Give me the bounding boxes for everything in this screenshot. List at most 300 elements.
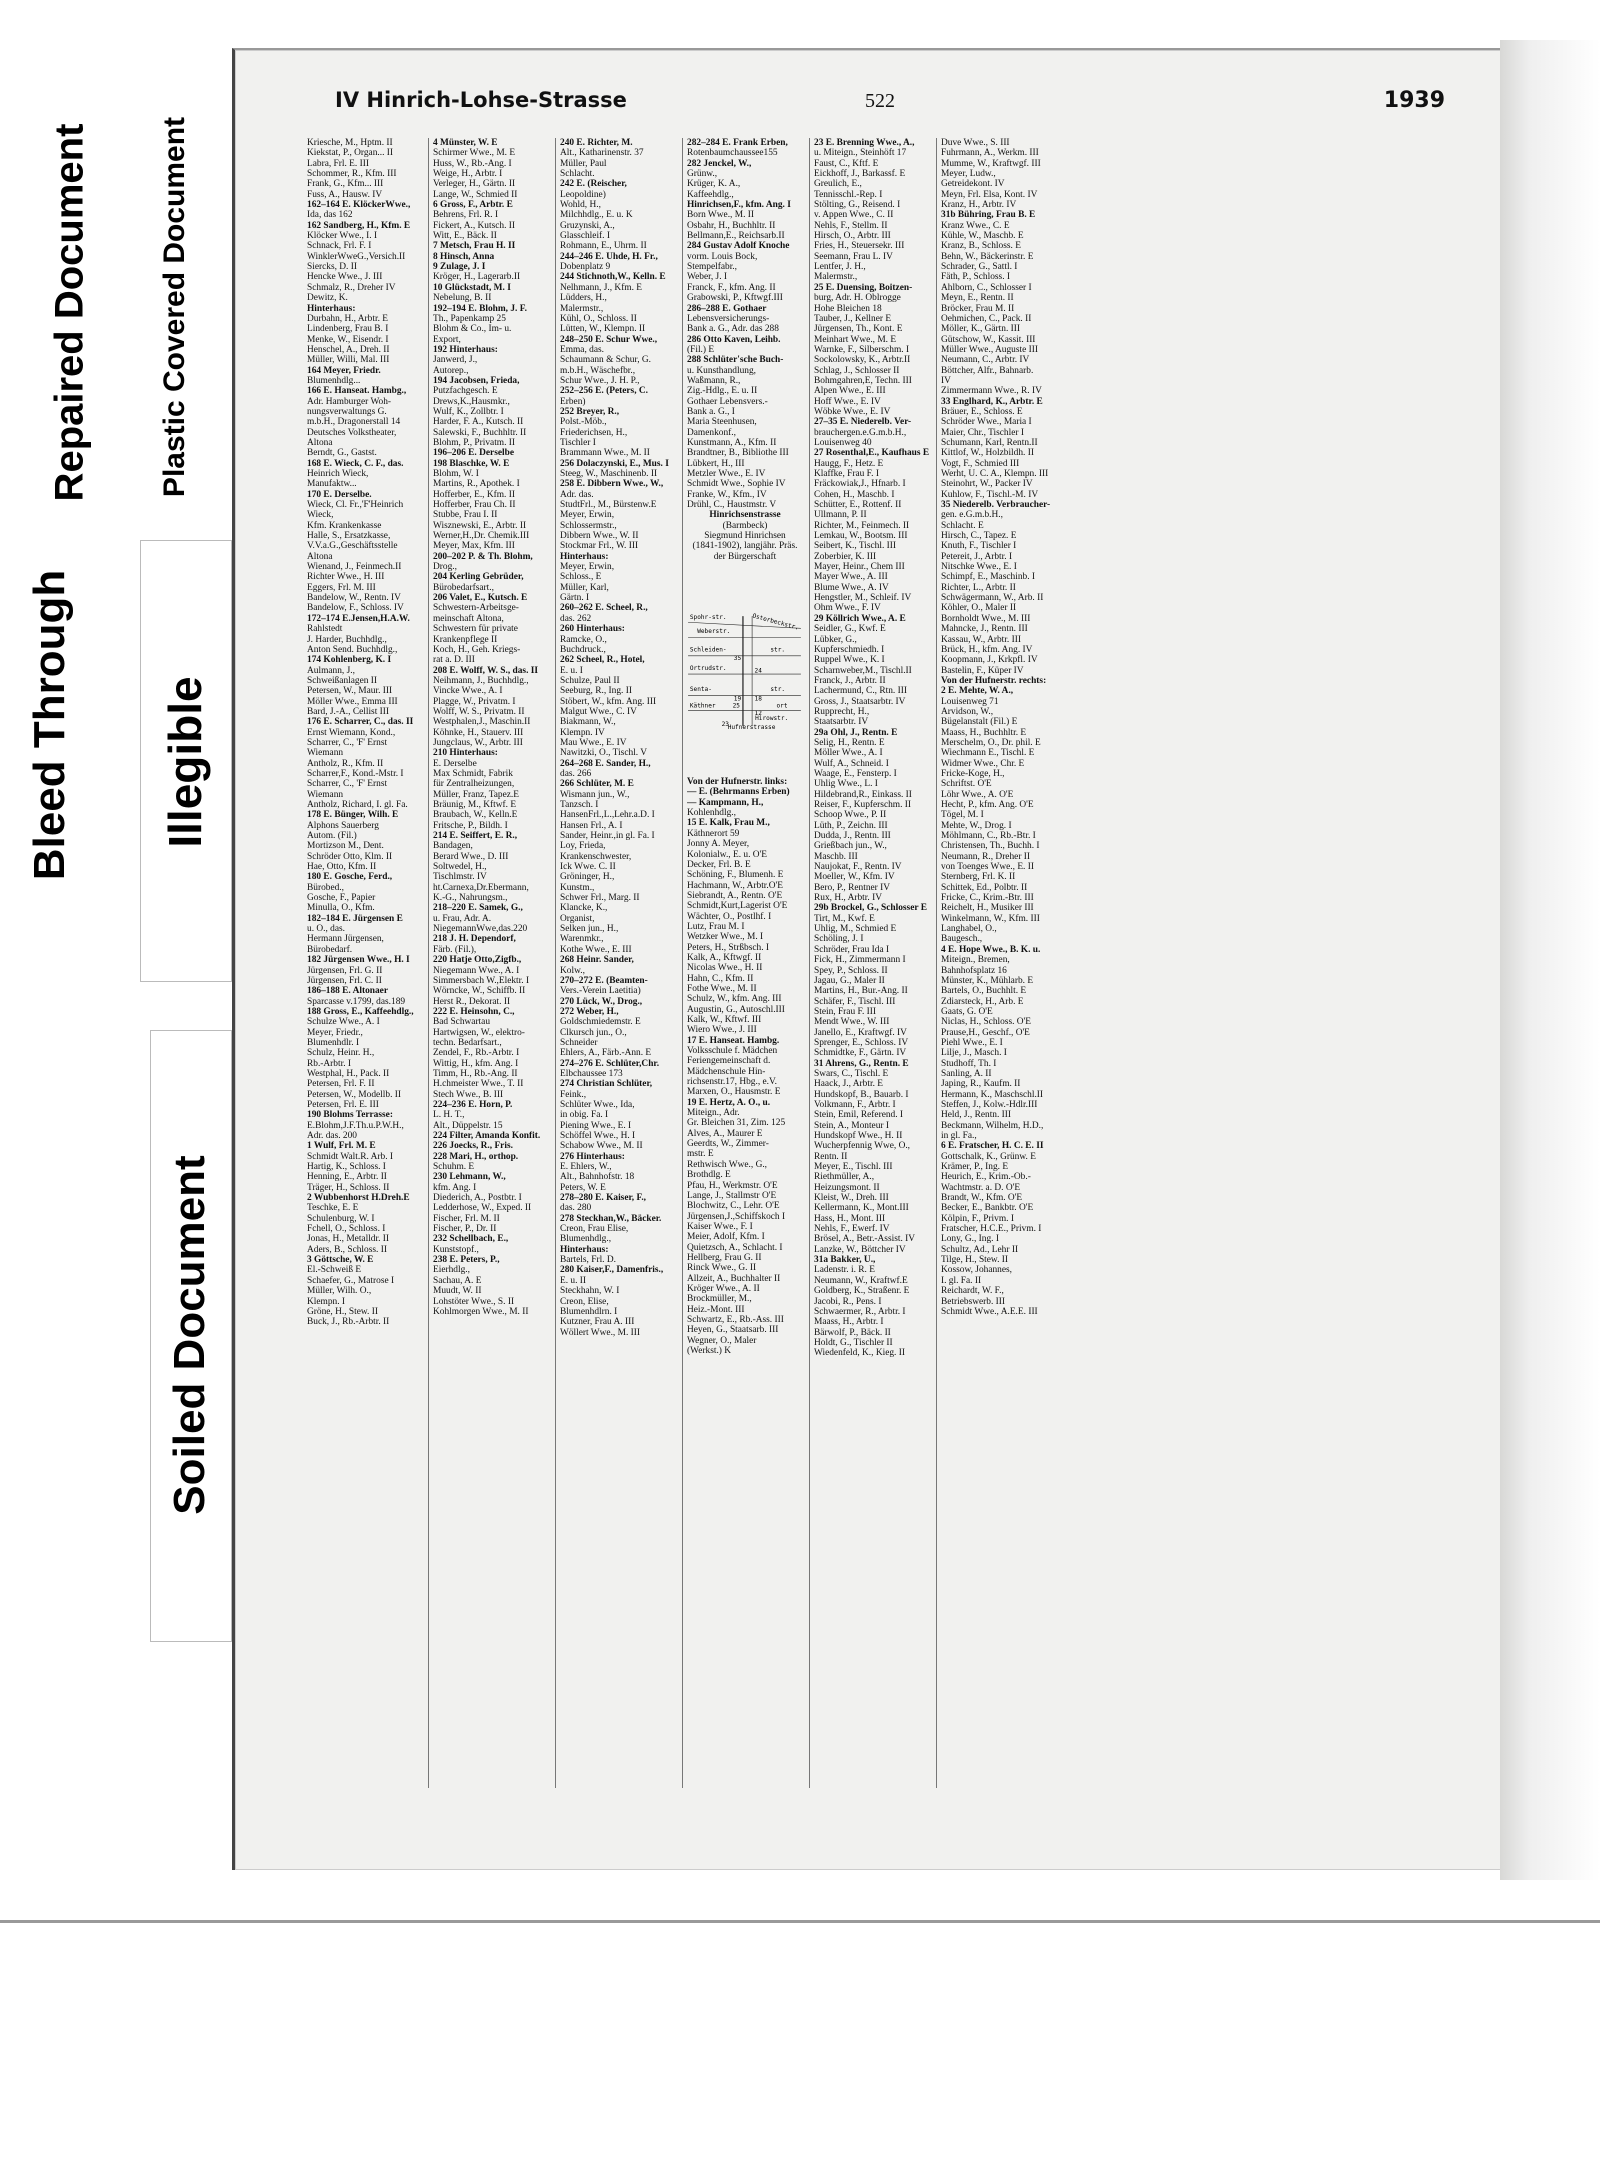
directory-entry: Seemann, Frau L. IV [814, 251, 893, 262]
directory-column-6 [941, 138, 1057, 1788]
directory-entry: Witt, E., Bäck. II [433, 231, 497, 242]
directory-entry: Schirmer Wwe., M. E [433, 148, 516, 159]
directory-entry: Wucherpfennig Wwe, O., [814, 1141, 911, 1152]
directory-entry: StudtFrl., M., Bürstenw.E [560, 500, 657, 511]
directory-entry: Hinterhaus: [560, 1244, 609, 1255]
directory-entry: Klaffke, Frau F. I [814, 469, 879, 479]
directory-entry: H.chmeister Wwe., T. II [433, 1079, 524, 1090]
directory-entry: in gl. Fa., [941, 1131, 977, 1141]
directory-entry: Rotenbaumchaussee155 [687, 148, 778, 159]
directory-entry: Stöbert, W., kfm. Ang. III [560, 696, 657, 707]
directory-entry: Altona [307, 551, 333, 562]
directory-entry: nungsverwaltungs G. [307, 406, 387, 417]
directory-entry: 242 E. (Reischer, [560, 179, 627, 190]
directory-entry: Buck, J., Rb.-Arbtr. II [307, 1317, 390, 1328]
directory-entry: Petersen, W., Maur. III [307, 686, 393, 697]
directory-entry: 270–272 E. (Beamten- [560, 975, 648, 986]
directory-entry: Uhlig Wwe., L. I [814, 779, 878, 790]
directory-entry: Schriftst. O'E [941, 779, 992, 790]
directory-entry: Verleger, H., Gärtn. II [433, 179, 516, 190]
directory-entry: Haugg, F., Hetz. E [814, 458, 884, 469]
directory-entry: Wiedenfeld, K., Kieg. II [814, 1348, 905, 1359]
directory-entry: Lübkert, H., III [687, 458, 745, 469]
directory-entry: Möller, K., Gärtn. III [941, 324, 1021, 335]
directory-entry: Kiekstat, P., Organ... II [307, 148, 394, 159]
directory-entry: Lütten, W., Klempn. II [560, 324, 646, 335]
directory-entry: Von der Hufnerstr. links: [687, 777, 788, 788]
directory-entry: Fick, H., Zimmermann I [814, 955, 906, 966]
directory-entry: burg, Adr. H. Oblrogge [814, 293, 901, 304]
directory-entry: Eickhoff, J., Barkassf. E [814, 169, 906, 180]
directory-entry: Weige, H., Arbtr. I [433, 169, 503, 180]
directory-entry: Richter Wwe., H. III [307, 572, 385, 583]
directory-entry: Franck, F., kfm. Ang. II [687, 282, 776, 293]
directory-entry: Loy, Frieda, [560, 841, 606, 852]
directory-entry: Frank, G., Kfm... III [307, 179, 384, 190]
map-number: 24 [754, 667, 762, 675]
directory-entry: 25 E. Duensing, Boitzen- [814, 282, 913, 293]
directory-entry: Cohen, H., Maschb. I [814, 489, 895, 500]
directory-entry: — Kampmann, H., [687, 797, 764, 808]
directory-entry: Stein, Frau F. III [814, 1006, 877, 1017]
directory-entry: Alt., Bahnhofstr. 18 [560, 1172, 635, 1183]
directory-entry: 29b Brockel, G., Schlosser E [814, 903, 927, 914]
directory-entry: 33 Englhard, K., Arbtr. E [941, 396, 1043, 407]
directory-entry: Müller Wwe., Auguste III [941, 344, 1038, 355]
directory-entry: 190 Blohms Terrasse: [307, 1110, 393, 1121]
directory-entry: Krankenpflege II [433, 634, 498, 645]
directory-entry: Bahnhofsplatz 16 [941, 965, 1007, 976]
directory-entry: Hinrichsen,F., kfm. Ang. I [687, 200, 791, 211]
directory-entry: 286 Otto Kaven, Leihb. [687, 334, 781, 345]
directory-column-2 [433, 138, 549, 1788]
directory-entry: Piehl Wwe., E. I [941, 1037, 1003, 1048]
directory-entry: Studhoff, Th. I [941, 1058, 997, 1069]
directory-entry: Hencke Wwe., J. III [307, 272, 383, 283]
directory-entry: Schlossermstr., [560, 520, 617, 531]
directory-entry: Swars, C., Tischl. E [814, 1068, 889, 1079]
directory-entry: Wulf, K., Zollbtr. I [433, 406, 504, 417]
label-repaired: Repaired Document [47, 123, 92, 502]
directory-entry: Riethmüller, A., [814, 1172, 875, 1183]
directory-entry: Mayer Wwe., A. III [814, 572, 888, 583]
directory-entry: von Toenges Wwe., E. II [941, 862, 1034, 873]
directory-entry: Lilje, J., Masch. I [941, 1048, 1007, 1059]
directory-entry: Reichelt, H., Musiker III [941, 903, 1034, 914]
directory-entry: 274 Christian Schlüter, [560, 1079, 653, 1090]
directory-entry: Köhnke, H., Stauerv. III [433, 727, 524, 738]
directory-entry: Berard Wwe., D. III [433, 851, 509, 862]
directory-entry: Wiechmann E., Tischl. E [941, 748, 1035, 759]
directory-entry: 9 Zulage, J. I [433, 262, 486, 273]
directory-entry: Wetzker Wwe., M. I [687, 932, 764, 943]
directory-entry: 232 Schellbach, E., [433, 1234, 509, 1245]
directory-entry: Martins, R., Apothek. I [433, 479, 520, 490]
directory-entry: Wismann jun., W., [560, 789, 630, 800]
directory-entry: Kunststopf., [433, 1244, 479, 1255]
directory-entry: Petersen, Frl. F. II [307, 1079, 375, 1090]
directory-entry: Halle, S., Ersatzkasse, [307, 531, 391, 542]
directory-entry: 182 Jürgensen Wwe., H. I [307, 955, 410, 966]
directory-entry: Kriesche, M., Hptm. II [307, 138, 393, 148]
directory-entry: Fickert, A., Kutsch. II [433, 220, 516, 231]
directory-entry: Petereit, J., Arbtr. I [941, 551, 1013, 562]
directory-entry: Uhlig, M., Schmied E [814, 924, 897, 935]
directory-entry: der Bürgerschaft [713, 551, 777, 562]
directory-entry: 268 Heinr. Sander, [560, 955, 634, 966]
directory-entry: Schloss., E [560, 572, 602, 583]
directory-entry: (Fil.) E [687, 344, 715, 355]
directory-entry: Ida, das 162 [307, 210, 353, 221]
directory-entry: u. Frau, Adr. A. [433, 913, 492, 924]
directory-entry: Brandtner, B., Bibliothe III [687, 448, 789, 459]
directory-entry: Wieck, Cl. Fr.,'F'Heinrich [307, 500, 404, 511]
directory-entry: Wöbke Wwe., E. IV [814, 406, 891, 417]
directory-entry: Louisenweg 40 [814, 437, 872, 448]
directory-entry: Nicolas Wwe., H. II [687, 963, 763, 974]
directory-entry: Moeller, W., Kfm. IV [814, 872, 895, 883]
directory-entry: Schlacht. E [941, 520, 984, 531]
directory-entry: Warnke, F., Silberschm. I [814, 344, 910, 355]
directory-entry: Mortizson M., Dent. [307, 841, 384, 852]
directory-entry: Spey, P., Schloss. II [814, 965, 888, 976]
directory-entry: Peters, H., Strßbsch. I [687, 942, 770, 953]
directory-entry: Brothdlg. E [687, 1170, 731, 1181]
directory-column-1 [307, 138, 423, 1788]
directory-entry: Gruzynski, A., [560, 220, 615, 231]
directory-entry: Durbahn, H., Arbtr. E [307, 313, 388, 324]
directory-entry: Müller, Franz, Tapez.E [433, 789, 520, 800]
directory-entry: Hirsch, O., Arbtr. III [814, 231, 891, 242]
directory-entry: Schmidt Wwe., A.E.E. III [941, 1306, 1038, 1317]
directory-entry: Damenkonf., [687, 427, 736, 438]
directory-entry: Meyer, Ludw., [941, 169, 996, 180]
directory-entry: Waßmann, R., [687, 375, 741, 386]
directory-entry: Manufaktw... [307, 479, 357, 490]
directory-entry: Hass, H., Mont. III [814, 1213, 886, 1224]
directory-entry: Ick Wwe. C. II [560, 862, 616, 873]
directory-entry: Wolff, W. S., Privatm. II [433, 706, 525, 717]
directory-entry: Nehls, F., Ewerf. IV [814, 1224, 890, 1235]
directory-entry: Diederich, A., Postbtr. I [433, 1193, 522, 1204]
directory-entry: Gross, J., Staatsarbtr. IV [814, 696, 906, 707]
directory-entry: 29 Köllrich Wwe., A. E [814, 613, 906, 624]
directory-entry: Petersen, Frl. E. III [307, 1099, 379, 1110]
directory-entry: 6 E. Fratscher, H. C. E. II [941, 1141, 1044, 1152]
directory-entry: Berndt, G., Gastst. [307, 448, 377, 459]
directory-entry: Prause,H., Geschf., O'E [941, 1027, 1030, 1038]
directory-entry: Nelhmann, J., Kfm. E [560, 282, 643, 293]
directory-entry: Schröder Otto, Klm. II [307, 851, 393, 862]
directory-entry: K.-G., Nahrungsm., [433, 893, 508, 904]
directory-entry: Zimmermann Wwe., R. IV [941, 386, 1042, 397]
directory-entry: Lüdders, H., [560, 293, 607, 304]
directory-entry: 262 Scheel, R., Hotel, [560, 655, 645, 666]
directory-entry: 188 Gross, E., Kaffeehdlg., [307, 1006, 414, 1017]
directory-entry: Schröder Wwe., Maria I [941, 417, 1032, 428]
directory-entry: Soltwedel, H., [433, 862, 487, 873]
directory-entry: Sockolowsky, K., Arbtr.II [814, 355, 911, 366]
directory-entry: Wohld, H., [560, 200, 601, 211]
directory-entry: Lohstöter Wwe., S. II [433, 1296, 515, 1307]
directory-entry: Jürgensen,J.,Schiffskoch I [687, 1211, 786, 1222]
directory-entry: 186–188 E. Altonaer [307, 986, 388, 997]
directory-entry: Wachtmstr. a. D. O'E [941, 1182, 1021, 1193]
directory-entry: Rohmann, E., Uhrm. II [560, 241, 647, 252]
directory-entry: Siercks, D. II [307, 262, 357, 273]
directory-entry: Alt., Düppelstr. 15 [433, 1120, 503, 1131]
directory-entry: Kühle, W., Maschb. E [941, 231, 1024, 242]
directory-entry: Gosche, F., Papier [307, 893, 376, 904]
directory-entry: Drog., [433, 562, 457, 573]
directory-entry: Schur Wwe., J. H. P., [560, 375, 640, 386]
directory-entry: — E. (Behrmanns Erben) [687, 787, 790, 798]
directory-entry: Schommer, R., Kfm. III [307, 169, 397, 180]
directory-entry: Schulze, Paul II [560, 675, 620, 686]
directory-entry: Wisznewski, E., Arbtr. II [433, 520, 527, 531]
directory-entry: Grießbach jun., W., [814, 841, 887, 852]
directory-entry: 228 Mari, H., orthop. [433, 1151, 519, 1162]
directory-entry: Möhlmann, C., Rb.-Btr. I [941, 831, 1036, 842]
directory-entry: Miteign., Bremen, [941, 955, 1010, 966]
directory-entry: Eggers, Frl. M. III [307, 582, 376, 593]
directory-entry: Born Wwe., M. II [687, 210, 755, 221]
directory-entry: Leopoldine) [560, 189, 606, 200]
directory-entry: Grabowski, P., Kftwgf.III [687, 293, 783, 304]
directory-entry: Hansen Frl., A. I [560, 820, 623, 831]
directory-entry: Staatsarbtr. IV [814, 717, 869, 728]
directory-entry: das. 262 [560, 613, 592, 624]
directory-entry: Schlag, J., Schlosser II [814, 365, 900, 376]
directory-entry: Creon, Elise, [560, 1296, 609, 1307]
directory-entry: Mumme, W., Kraftwgf. III [941, 158, 1041, 169]
directory-entry: (Werkst.) K [687, 1346, 732, 1356]
directory-entry: Rupprecht, H., [814, 706, 870, 717]
directory-entry: 29a Ohl, J., Rentn. E [814, 727, 898, 738]
directory-entry: Autorep., [433, 365, 469, 376]
directory-entry: Export, [433, 334, 461, 345]
directory-entry: Wieck, [307, 510, 334, 521]
directory-entry: mstr. E [687, 1149, 714, 1160]
directory-entry: Möller Wwe., A. I [814, 748, 883, 759]
directory-entry: Janwerd, J., [433, 355, 478, 366]
directory-entry: Kohlmorgen Wwe., M. II [433, 1306, 529, 1317]
directory-entry: Maier, Chr., Tischler I [941, 427, 1024, 438]
directory-entry: Ruppel Wwe., K. I [814, 655, 885, 666]
directory-entry: Schöling, J. I [814, 934, 864, 945]
directory-entry: Steckhahn, W. I [560, 1286, 620, 1297]
directory-entry: Kfm. Krankenkasse [307, 520, 382, 531]
directory-entry: Krämer, P., Ing. E [941, 1162, 1009, 1173]
directory-entry: v. Appen Wwe., C. II [814, 210, 894, 221]
directory-entry: Schmidt Wwe., Sophie IV [687, 479, 786, 490]
directory-entry: Sander, Heinr.,in gl. Fa. I [560, 831, 655, 842]
directory-entry: Neumann, R., Dreher II [941, 851, 1031, 862]
directory-entry: Ohm Wwe., F. IV [814, 603, 881, 614]
directory-entry: Tauber, J., Kellner E [814, 313, 892, 324]
directory-entry: (1841-1902), langjähr. Präs. [692, 541, 798, 552]
directory-entry: Bad Schwartau [433, 1017, 491, 1028]
directory-entry: Kuhlow, F., Tischl.-M. IV [941, 489, 1039, 500]
directory-entry: Meier, Adolf, Kfm. I [687, 1232, 765, 1243]
directory-entry: 278 Steckhan,W., Bäcker. [560, 1213, 662, 1224]
directory-entry: Kothe Wwe., E. III [560, 944, 632, 955]
directory-entry: Schmalz, R., Dreher IV [307, 282, 396, 293]
directory-entry: Rb.-Arbtr. I [307, 1058, 352, 1069]
directory-entry: Stubbe, Frau I. II [433, 510, 498, 521]
directory-entry: Anton Send. Buchhdlg., [307, 644, 398, 655]
directory-entry: 10 Glückstadt, M. I [433, 282, 511, 293]
directory-entry: Lebensversicherungs- [687, 313, 770, 324]
directory-entry: Mädchenschule Hin- [687, 1066, 766, 1077]
directory-entry: 224–236 E. Horn, P. [433, 1099, 513, 1110]
directory-entry: meinschaft Altona, [433, 613, 504, 624]
directory-entry: 252–256 E. (Peters, C. [560, 386, 649, 397]
directory-entry: Hartig, K., Schloss. I [307, 1162, 386, 1173]
directory-entry: Schwestern-Arbeitsge- [433, 603, 519, 614]
directory-entry: Weber, J. I [687, 272, 727, 283]
directory-column-3 [560, 138, 676, 1788]
directory-entry: Klöcker Wwe., I. I [307, 231, 378, 242]
directory-entry: Herst R., Dekorat. II [433, 996, 511, 1007]
directory-entry: 23 E. Brenning Wwe., A., [814, 138, 915, 148]
directory-entry: Petersen, W., Modellb. II [307, 1089, 401, 1100]
directory-entry: Vers.-Verein Laetitia) [560, 986, 641, 997]
directory-entry: Maass, H., Buchhltr. E [941, 727, 1027, 738]
directory-entry: Hofferber, Frau Ch. II [433, 500, 516, 511]
directory-entry: I. gl. Fa. II [941, 1275, 982, 1286]
directory-entry: Wiemann [307, 789, 344, 800]
directory-entry: Maria Steenhusen, [687, 417, 757, 428]
directory-entry: Wittig, H., kfm. Ang. I [433, 1058, 519, 1069]
directory-entry: 170 E. Derselbe. [307, 489, 372, 500]
directory-entry: Koch, H., Geh. Kriegs- [433, 644, 521, 655]
page-edge [1500, 40, 1600, 1880]
directory-entry: Gärtn. I [560, 593, 590, 604]
directory-entry: rat a. D. III [433, 655, 475, 666]
directory-entry: Kranz Wwe., C. E [941, 220, 1010, 231]
directory-entry: Brück, H., kfm. Ang. IV [941, 644, 1033, 655]
directory-entry: Henning, E., Arbtr. II [307, 1172, 387, 1183]
directory-entry: 180 E. Gosche, Ferd., [307, 872, 393, 883]
directory-entry: 1 Wulf, Frl. M. E [307, 1141, 376, 1152]
directory-entry: Müller, Wilh. O., [307, 1286, 372, 1297]
directory-entry: Fuhrmann, A., Werkm. III [941, 148, 1039, 159]
directory-entry: Behn, W., Bäckerinstr. E [941, 251, 1034, 262]
directory-entry: Wegner, O., Maler [687, 1335, 757, 1346]
directory-entry: 214 E. Seiffert, E. R., [433, 831, 518, 842]
directory-entry: 252 Breyer, R., [560, 406, 620, 417]
directory-entry: E.Blohm,J.F.Th.u.P.W.H., [307, 1120, 404, 1131]
directory-entry: Glasschleif. I [560, 231, 610, 242]
directory-entry: Neumann, C., Arbtr. IV [941, 355, 1030, 366]
map-number: 23 [721, 720, 729, 728]
directory-entry: Janello, E., Kraftwgf. IV [814, 1027, 907, 1038]
directory-entry: Seidler, G., Kwf. E [814, 624, 886, 635]
directory-entry: Arvidson, W., [941, 706, 994, 717]
directory-entry: Naujokat, F., Rentn. IV [814, 862, 902, 873]
directory-entry: Dewitz, K. [307, 293, 348, 304]
directory-entry: Mendt Wwe., W. III [814, 1017, 890, 1028]
map-street-senta: Senta- [689, 686, 712, 694]
directory-entry: Heizungsmont. II [814, 1182, 880, 1193]
directory-entry: E. Derselbe [433, 758, 477, 769]
directory-entry: Blumenhdlrn. I [560, 1306, 618, 1317]
directory-entry: Mayer, Heinr., Chem III [814, 562, 905, 573]
directory-entry: Klancke, K., [560, 903, 608, 914]
directory-entry: Simmersbach W.,Elektr. I [433, 975, 530, 986]
directory-entry: 168 E. Wieck, C. F., das. [307, 458, 404, 469]
directory-entry: Alves, A., Maurer E [687, 1128, 763, 1139]
directory-entry: Fäth, P., Schloss. I [941, 272, 1011, 283]
directory-entry: Waage, E., Fensterp. I [814, 768, 897, 779]
directory-entry: Heyen, G., Staatsarb. III [687, 1325, 779, 1336]
directory-entry: Grünw., [687, 169, 718, 180]
directory-entry: Nebelung, B. II [433, 293, 492, 304]
directory-entry: Fischer, Frl. M. II [433, 1213, 500, 1224]
directory-entry: Löhr Wwe., A. O'E [941, 789, 1014, 800]
directory-entry: Hinrichsenstrasse [709, 510, 781, 521]
directory-entry: 200–202 P. & Th. Blohm, [433, 551, 533, 562]
directory-entry: Seeburg, R., Ing. II [560, 686, 632, 697]
column-rule [809, 138, 810, 1788]
directory-entry: Hirsch, C., Tapez. E [941, 531, 1017, 542]
directory-entry: Kossow, Johannes, [941, 1265, 1013, 1276]
directory-entry: Faust, C., Kftf. E [814, 158, 879, 169]
directory-entry: E. u. II [560, 1275, 587, 1286]
directory-entry: Schabow Wwe., M. II [560, 1141, 643, 1152]
directory-entry: Hellberg, Frau G. II [687, 1252, 762, 1263]
directory-entry: Jacobi, R., Pens. I [814, 1296, 882, 1307]
directory-entry: 6 Gross, F., Arbtr. E [433, 200, 513, 211]
directory-entry: Selig, H., Rentn. E [814, 737, 885, 748]
directory-entry: 256 Dolaczynski, E., Mus. I [560, 458, 669, 469]
directory-entry: Werht, U. C. A., Klempn. III [941, 469, 1049, 479]
map-street-senta-suffix: str. [770, 686, 786, 694]
directory-entry: Osbahr, H., Buchhltr. II [687, 220, 776, 231]
directory-entry: Marxen, O., Hausmstr. E [687, 1087, 781, 1098]
directory-entry: m.b.H., Wäschefbr., [560, 365, 636, 376]
directory-entry: Fräckowiak,J., Hfnarb. I [814, 479, 906, 490]
directory-entry: Zoberbier, K. III [814, 551, 877, 562]
directory-entry: Kittlof, W., Holzbildh. II [941, 448, 1034, 459]
directory-entry: 226 Joecks, R., Fris. [433, 1141, 513, 1152]
directory-entry: El.-Schweiß E [307, 1265, 362, 1276]
map-number: 35 [733, 655, 742, 663]
directory-entry: Rethwisch Wwe., G., [687, 1159, 768, 1170]
map-street-ortrud: Ortrudstr. [689, 664, 727, 672]
directory-entry: Friederichsen, H., [560, 427, 628, 438]
directory-entry: Kassau, W., Arbtr. III [941, 634, 1021, 645]
directory-entry: Mehte, W., Drog. I [941, 820, 1012, 831]
directory-entry: Tögel, M. I [941, 810, 984, 821]
directory-entry: Kunstm., [560, 882, 595, 893]
directory-entry: Maschb. III [814, 851, 858, 862]
directory-entry: Held, J., Rentn. III [941, 1110, 1012, 1121]
directory-entry: Tischlmstr. IV [433, 872, 487, 883]
directory-entry: Salewski, F., Buchhltr. II [433, 427, 527, 438]
directory-entry: Ehlers, A., Färb.-Ann. E [560, 1048, 652, 1059]
directory-entry: Schmidt Walt.R. Arb. I [307, 1151, 394, 1162]
directory-entry: 258 E. Dibbern Wwe., W., [560, 479, 664, 490]
directory-entry: Adr. Hamburger Woh- [307, 396, 392, 407]
directory-entry: 264–268 E. Sander, H., [560, 758, 651, 769]
directory-entry: Schaefer, G., Matrose I [307, 1275, 395, 1286]
directory-entry: Antholz, Richard, I. gl. Fa. [307, 800, 408, 810]
directory-entry: das. 266 [560, 768, 592, 779]
directory-entry: Hachmann, W., Arbtr.O'E [687, 880, 783, 891]
directory-entry: Braubach, W., Kelln.E [433, 810, 518, 821]
